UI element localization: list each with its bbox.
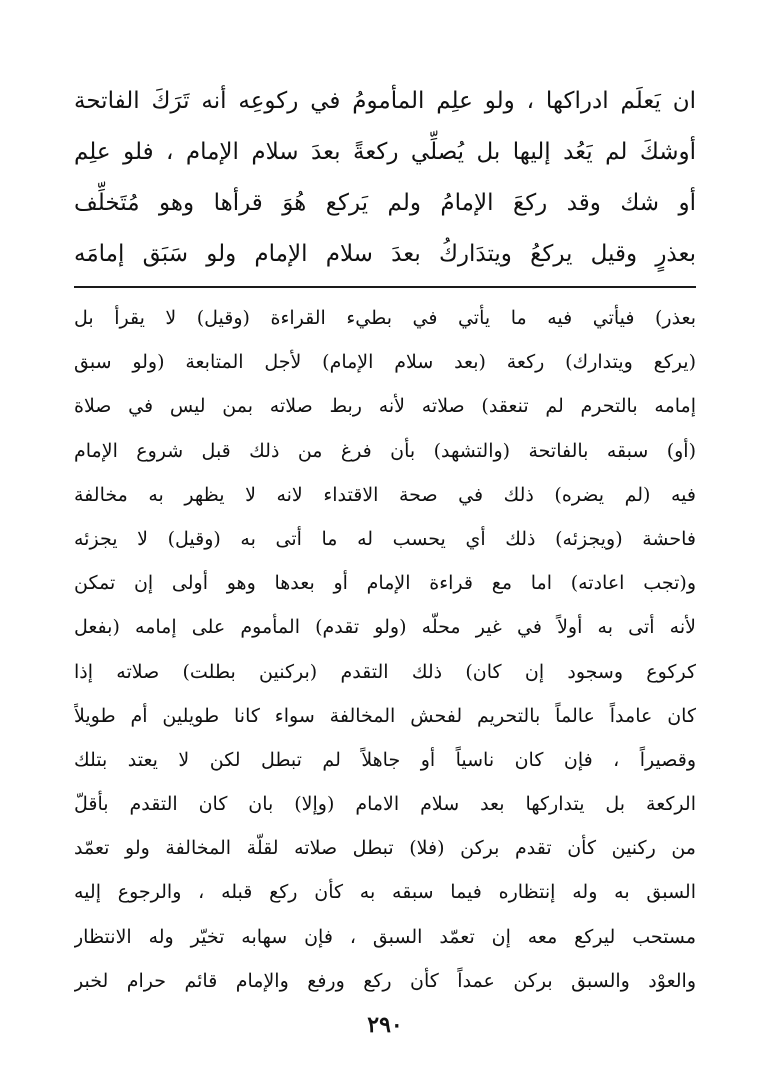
main-text-line: أوشكَ لم يَعُد إليها بل يُصلِّي ركعةً بعدَ سلام الإمام ، فلو علِم bbox=[74, 139, 696, 165]
commentary-block bbox=[74, 296, 696, 1003]
commentary-line: من ركنين كأن تقدم بركن (فلا) تبطل صلاته لقلّة المخالفة ولو تعمّد bbox=[74, 837, 696, 860]
commentary-line: كركوع وسجود إن كان) ذلك التقدم (بركنين بطلت) صلاته إذا bbox=[74, 660, 696, 683]
commentary-line: كان عامداً عالماً بالتحريم لفحش المخالفة سواء كانا طويلين أم طويلاً bbox=[74, 704, 696, 727]
commentary-line: السبق به وله إنتظاره فيما سبقه به كأن ركع قبله ، والرجوع إليه bbox=[74, 881, 696, 904]
commentary-line: إمامه بالتحرم لم تنعقد) صلاته لأنه ربط صلاته بمن ليس في صلاة bbox=[74, 395, 696, 418]
main-text-block bbox=[74, 76, 696, 280]
main-text-line: أو شك وقد ركعَ الإمامُ ولم يَركع هُوَ قرأها وهو مُتَخلِّف bbox=[74, 190, 696, 216]
commentary-line: فيه (لم يضره) ذلك في صحة الاقتداء لانه لا يظهر به مخالفة bbox=[74, 483, 696, 506]
main-text-line: بعذرٍ وقيل يركعُ ويتدَاركُ بعدَ سلام الإمام ولو سَبَق إمامَه bbox=[74, 241, 696, 267]
commentary-line: و(تجب اعادته) اما مع قراءة الإمام أو بعدها وهو أولى إن تمكن bbox=[74, 572, 696, 595]
commentary-line: (يركع ويتدارك) ركعة (بعد سلام الإمام) لأجل المتابعة (ولو سبق bbox=[74, 351, 696, 374]
commentary-line: مستحب ليركع معه إن تعمّد السبق ، فإن سهابه تخيّر وله الانتظار bbox=[74, 925, 696, 948]
section-divider bbox=[74, 286, 696, 288]
commentary-line: بعذر) فيأتي فيه ما يأتي في بطيء القراءة (وقيل) لا يقرأ بل bbox=[74, 307, 696, 329]
commentary-line: الركعة بل يتداركها بعد سلام الامام (وإلا) بان كان التقدم بأقلّ bbox=[74, 793, 696, 816]
commentary-line: والعوْد والسبق بركن عمداً كأن ركع ورفع والإمام قائم حرام لخبر bbox=[74, 969, 696, 992]
commentary-line: وقصيراً ، فإن كان ناسياً أو جاهلاً لم تبطل لكن لا يعتد بتلك bbox=[74, 748, 696, 771]
main-text-line: ان يَعلَم ادراكها ، ولو علِم المأمومُ في ركوعِه أنه تَرَكَ الفاتحة bbox=[74, 88, 696, 114]
page-number: ٢٩٠ bbox=[367, 1012, 403, 1038]
commentary-line: (أو) سبقه بالفاتحة (والتشهد) بأن فرغ من ذلك قبل شروع الإمام bbox=[74, 439, 696, 462]
commentary-line: فاحشة (ويجزئه) ذلك أي يحسب له ما أتى به (وقيل) لا يجزئه bbox=[74, 527, 696, 550]
commentary-line: لأنه أتى به أولاً في غير محلّه (ولو تقدم) المأموم على إمامه (بفعل bbox=[74, 616, 696, 639]
